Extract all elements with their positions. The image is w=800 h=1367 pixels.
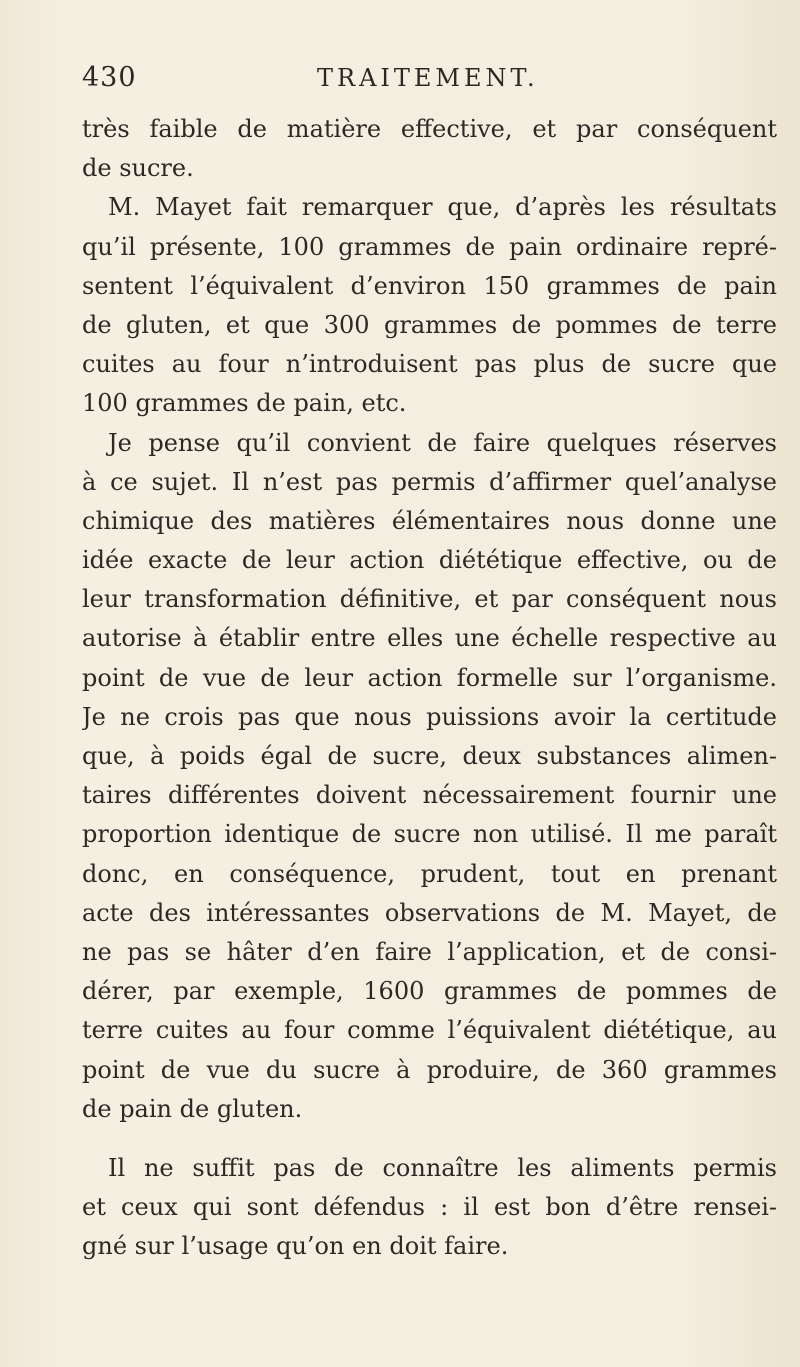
text-line: taires différentes doivent nécessairement fournir une: [82, 781, 777, 810]
text-line: donc, en conséquence, prudent, tout en prenant: [82, 859, 777, 888]
text-line: de pain de gluten.: [82, 1094, 303, 1123]
text-line: gné sur l’usage qu’on en doit faire.: [82, 1232, 509, 1261]
text-line: sentent l’équivalent d’environ 150 grammes de pain: [82, 271, 777, 300]
text-line: 100 grammes de pain, etc.: [82, 389, 407, 418]
text-line: acte des intéressantes observations de M. Mayet, de: [82, 898, 777, 927]
paragraph: [82, 1149, 777, 1267]
text-line: très faible de matière effective, et par conséquent: [82, 115, 777, 143]
text-line: point de vue de leur action formelle sur l’organisme.: [82, 663, 777, 692]
text-line: de gluten, et que 300 grammes de pommes de terre: [82, 310, 777, 339]
page-number: 430: [82, 62, 137, 93]
paragraph: [82, 188, 777, 423]
body-text: [82, 110, 777, 1266]
paragraph: [82, 424, 777, 1129]
text-line: Il ne suffit pas de connaître les aliments permis: [108, 1153, 777, 1182]
text-line: chimique des matières élémentaires nous donne une: [82, 506, 777, 535]
text-line: M. Mayet fait remarquer que, d’après les résultats: [108, 193, 777, 222]
text-line: dérer, par exemple, 1600 grammes de pommes de: [82, 977, 777, 1006]
text-line: et ceux qui sont défendus : il est bon d’être rensei-: [82, 1193, 777, 1222]
text-line: idée exacte de leur action diététique effective, ou de: [82, 546, 777, 575]
paragraph: [82, 110, 777, 188]
text-line: terre cuites au four comme l’équivalent diététique, au: [82, 1016, 777, 1045]
running-title: TRAITEMENT.: [317, 64, 539, 92]
text-line: qu’il présente, 100 grammes de pain ordinaire repré-: [82, 232, 777, 261]
text-line: que, à poids égal de sucre, deux substances alimen-: [82, 742, 777, 770]
text-line: à ce sujet. Il n’est pas permis d’affirmer quel’analyse: [82, 467, 777, 496]
text-line: Je ne crois pas que nous puissions avoir la certitude: [82, 702, 777, 731]
paragraph-spacer: [82, 1129, 777, 1149]
text-line: point de vue du sucre à produire, de 360 grammes: [82, 1055, 777, 1084]
text-line: de sucre.: [82, 154, 194, 183]
text-line: leur transformation définitive, et par conséquent nous: [82, 585, 777, 614]
text-line: ne pas se hâter d’en faire l’application, et de consi-: [82, 937, 777, 966]
text-line: autorise à établir entre elles une échelle respective au: [82, 624, 777, 653]
page-header: [82, 62, 782, 102]
text-line: cuites au four n’introduisent pas plus de sucre que: [82, 350, 777, 379]
text-line: proportion identique de sucre non utilisé. Il me paraît: [82, 820, 777, 849]
text-line: Je pense qu’il convient de faire quelques réserves: [108, 428, 777, 457]
